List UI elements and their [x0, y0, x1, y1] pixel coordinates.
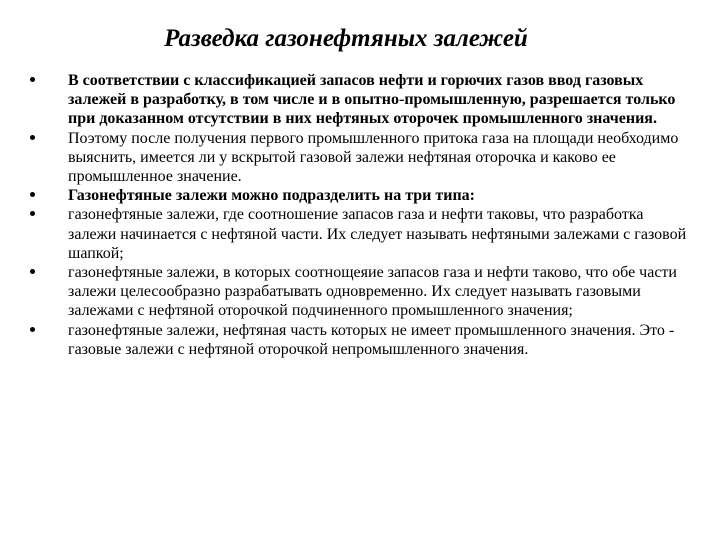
bullet-item: [30, 263, 692, 321]
bullet-list: [30, 71, 692, 359]
bullet-icon: [30, 77, 35, 82]
bullet-icon: [30, 269, 35, 274]
bullet-icon: [30, 135, 35, 140]
bullet-text: газонефтяные залежи, нефтяная часть которых не имеет промышленного значения. Это - газовые залежи с нефтяной оторочкой непромышленного значения.: [68, 321, 675, 358]
slide-title: Разведка газонефтяных залежей: [164, 25, 528, 52]
bullet-item: [30, 129, 692, 187]
bullet-item: [30, 205, 692, 263]
bullet-text: Поэтому после получения первого промышленного притока газа на площади необходимо выяснить, имеется ли у вскрытой газовой залежи нефтяная оторочка и каково ее промышленное значение.: [68, 129, 679, 186]
bullet-item: [30, 186, 692, 205]
bullet-text: газонефтяные залежи, в которых соотнощеяие запасов газа и нефти таково, что обе части залежи целесообразно разрабатывать одновременно. Их следует называть газовыми залежами с нефтяной оторочкой подчиненного промышленного значения;: [68, 264, 677, 320]
bullet-text: В соответствии с классификацией запасов нефти и горючих газов ввод газовых залежей в разработку, в том числе и в опытно-промышленную, разрешается только при доказанном отсутствии в них нефтяных оторочек промышленного значения.: [68, 72, 676, 128]
bullet-text: газонефтяные залежи, где соотношение запасов газа и нефти таковы, что разработка залежи начинается с нефтяной части. Их следует называть нефтяными залежами с газовой шапкой;: [68, 206, 687, 262]
bullet-item: [30, 71, 692, 129]
bullet-icon: [30, 211, 35, 216]
bullet-icon: [30, 192, 35, 197]
bullet-text: Газонефтяные залежи можно подразделить на три типа:: [68, 187, 476, 205]
bullet-icon: [30, 327, 35, 332]
bullet-item: [30, 321, 692, 359]
